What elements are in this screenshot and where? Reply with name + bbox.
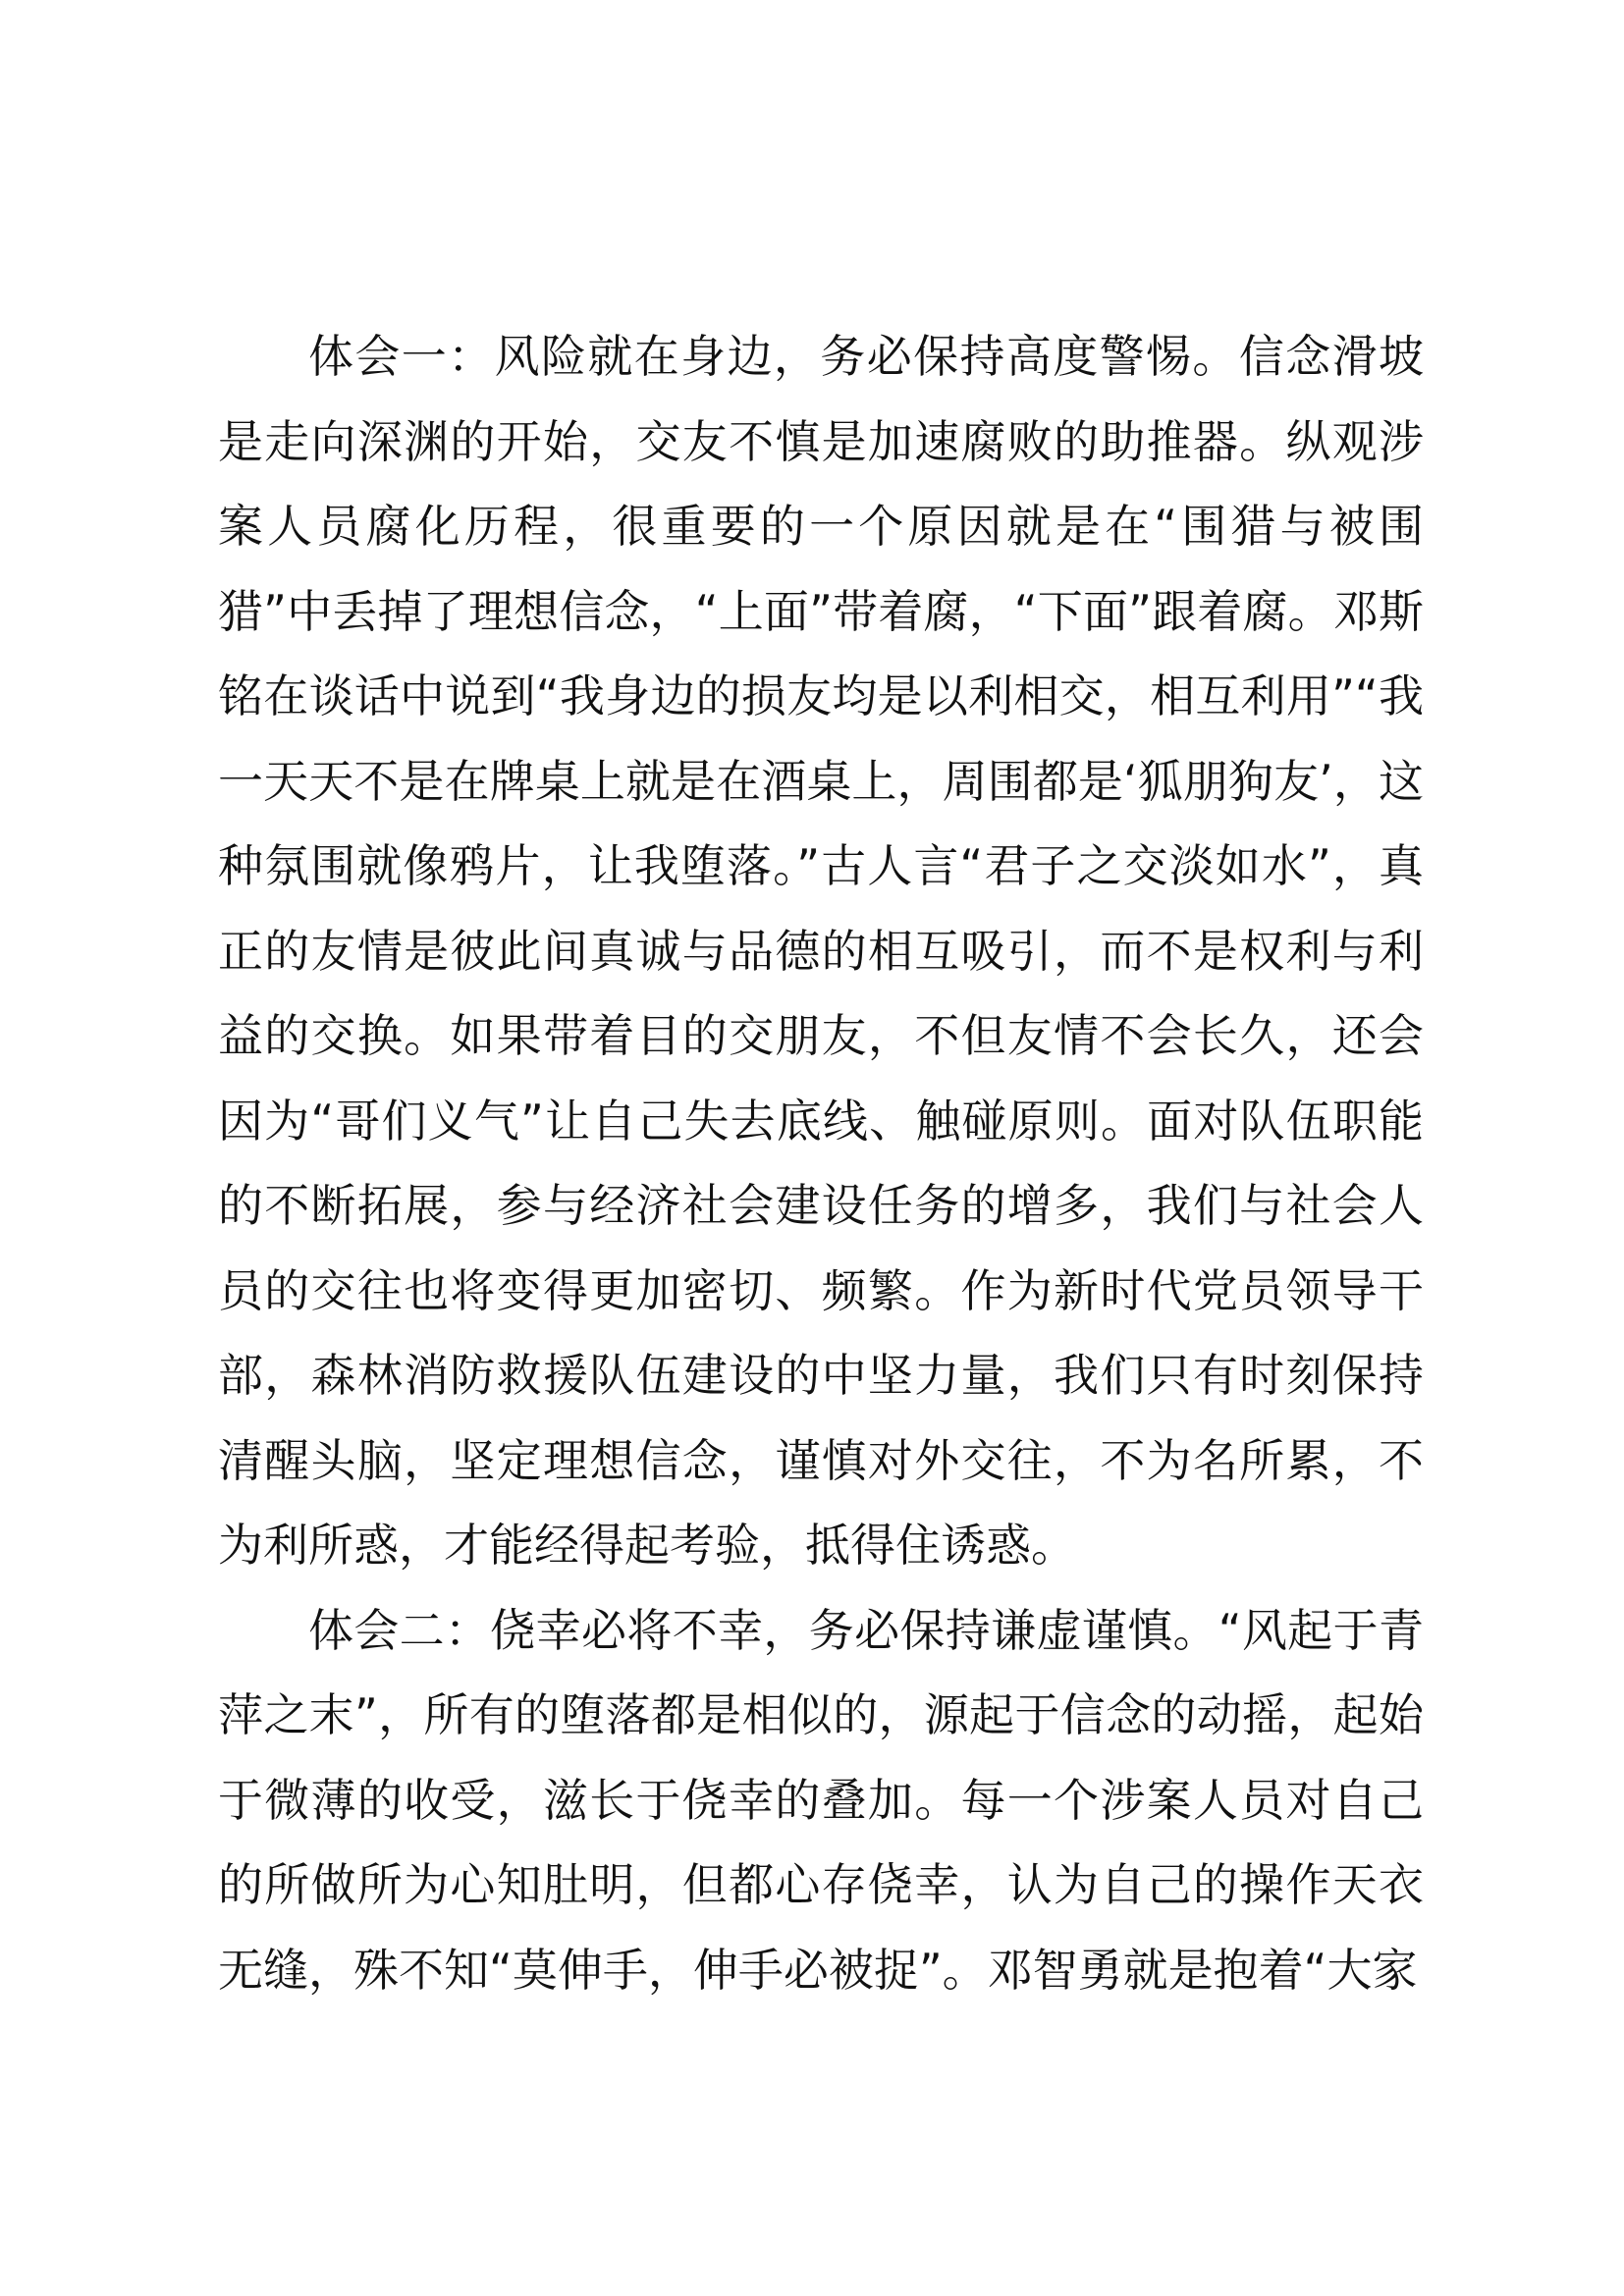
document-body — [218, 314, 1424, 2012]
paragraph-experience-two: 体会二：侥幸必将不幸，务必保持谦虚谨慎。“风起于青萍之末”，所有的堕落都是相似的，源起于信念的动摇，起始于微薄的收受，滋长于侥幸的叠加。每一个涉案人员对自己的所做所为心知肚明，但都心存侥幸，认为自己的操作天衣无缝，殊不知“莫伸手，伸手必被捉”。邓智勇就是抱着“大家 — [218, 1603, 1424, 1997]
paragraph-experience-one: 体会一：风险就在身边，务必保持高度警惕。信念滑坡是走向深渊的开始，交友不慎是加速腐败的助推器。纵观涉案人员腐化历程，很重要的一个原因就是在“围猎与被围猎”中丢掉了理想信念，“上面”带着腐，“下面”跟着腐。邓斯铭在谈话中说到“我身边的损友均是以利相交，相互利用”“我一天天不是在牌桌上就是在酒桌上，周围都是‘狐朋狗友’，这种氛围就像鸦片，让我堕落。”古人言“君子之交淡如水”，真正的友情是彼此间真诚与品德的相互吸引，而不是权利与利益的交换。如果带着目的交朋友，不但友情不会长久，还会因为“哥们义气”让自己失去底线、触碰原则。面对队伍职能的不断拓展，参与经济社会建设任务的增多，我们与社会人员的交往也将变得更加密切、频繁。作为新时代党员领导干部，森林消防救援队伍建设的中坚力量，我们只有时刻保持清醒头脑，坚定理想信念，谨慎对外交往，不为名所累，不为利所惑，才能经得起考验，抵得住诱惑。 — [218, 330, 1424, 1572]
